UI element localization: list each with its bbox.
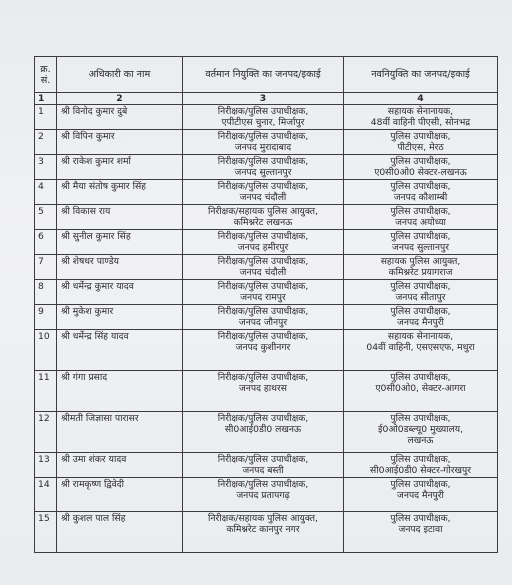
current-posting-cell	[183, 180, 344, 205]
officer-name-cell: श्री सुनील कुमार सिंह	[57, 230, 183, 255]
new-posting-line: पुलिस उपाधीक्षक,	[390, 231, 451, 242]
officer-name-cell: श्री धर्मेन्द्र कुमार यादव	[57, 280, 183, 305]
new-posting-line: पुलिस उपाधीक्षक,	[390, 372, 451, 383]
new-posting-cell	[344, 155, 498, 180]
officer-name-cell: श्रीमती जिज्ञासा पारासर	[57, 412, 183, 453]
current-posting-cell	[183, 371, 344, 412]
new-posting-cell	[344, 453, 498, 478]
new-posting-cell	[344, 130, 498, 155]
new-posting-cell	[344, 412, 498, 453]
current-posting-cell	[183, 230, 344, 255]
current-posting-line: जनपद जौनपुर	[238, 317, 288, 328]
table-row	[35, 512, 498, 553]
current-posting-line: निरीक्षक/पुलिस उपाधीक्षक,	[217, 156, 309, 167]
new-posting-line: जनपद सुल्तानपुर	[392, 242, 449, 253]
serial-number-cell: 12	[35, 412, 57, 453]
table-row	[35, 330, 498, 371]
new-posting-cell	[344, 105, 498, 130]
new-posting-line: सहायक सेनानायक,	[387, 331, 454, 342]
new-posting-line: जनपद मैनपुरी	[397, 317, 444, 328]
column-number: 2	[57, 93, 183, 105]
table-row	[35, 453, 498, 478]
officer-name-cell: श्री विनोद कुमार दुबे	[57, 105, 183, 130]
new-posting-line: पीटीएस, मेरठ	[397, 142, 444, 153]
serial-number-cell: 2	[35, 130, 57, 155]
column-number: 1	[35, 93, 57, 105]
new-posting-line: ए0सी0ओ0, सेक्टर-आगरा	[375, 383, 466, 394]
officer-name-cell: श्री मैया संतोष कुमार सिंह	[57, 180, 183, 205]
new-posting-line: जनपद अयोध्या	[395, 217, 446, 228]
new-posting-line: पुलिस उपाधीक्षक,	[390, 306, 451, 317]
new-posting-line: लखनऊ	[407, 435, 434, 446]
new-posting-cell	[344, 478, 498, 512]
serial-number-cell: 9	[35, 305, 57, 330]
current-posting-line: जनपद रामपुर	[240, 292, 286, 303]
current-posting-line: जनपद मुरादाबाद	[234, 142, 292, 153]
column-number: 4	[344, 93, 498, 105]
current-posting-line: जनपद चंदौली	[239, 267, 287, 278]
current-posting-line: एपीटीएस चुनार, मिर्जापुर	[221, 117, 305, 128]
table-header-row	[35, 57, 498, 93]
current-posting-line: निरीक्षक/पुलिस उपाधीक्षक,	[217, 454, 309, 465]
new-posting-line: जनपद इटावा	[398, 524, 443, 535]
current-posting-line: जनपद सुल्तानपुर	[234, 167, 292, 178]
new-posting-line: पुलिस उपाधीक्षक,	[390, 281, 451, 292]
header-current-posting: वर्तमान नियुक्ति का जनपद/इकाई	[183, 57, 344, 93]
current-posting-line: कमिश्नरेट कानपुर नगर	[226, 524, 300, 535]
serial-number-cell: 1	[35, 105, 57, 130]
current-posting-cell	[183, 255, 344, 280]
officer-name-cell: श्री कुशल पाल सिंह	[57, 512, 183, 553]
new-posting-line: जनपद मैनपुरी	[397, 490, 444, 501]
current-posting-cell	[183, 453, 344, 478]
new-posting-cell	[344, 330, 498, 371]
serial-number-cell: 8	[35, 280, 57, 305]
current-posting-cell	[183, 330, 344, 371]
new-posting-line: 48वीं वाहिनी पीएसी, सोनभद्र	[370, 117, 471, 128]
current-posting-line: निरीक्षक/पुलिस उपाधीक्षक,	[217, 256, 309, 267]
header-serial-number: क्र. सं.	[35, 57, 57, 93]
current-posting-line: निरीक्षक/पुलिस उपाधीक्षक,	[217, 131, 309, 142]
current-posting-cell	[183, 478, 344, 512]
new-posting-line: ई0ओ0डब्ल्यू0 मुख्यालय,	[377, 424, 464, 435]
new-posting-line: ए0सी0ओ0 सेक्टर-लखनऊ	[374, 167, 467, 178]
current-posting-line: निरीक्षक/पुलिस उपाधीक्षक,	[217, 413, 309, 424]
current-posting-cell	[183, 130, 344, 155]
officer-name-cell: श्री विकास राय	[57, 205, 183, 230]
current-posting-line: जनपद हमीरपुर	[237, 242, 289, 253]
new-posting-cell	[344, 230, 498, 255]
new-posting-line: पुलिस उपाधीक्षक,	[390, 181, 451, 192]
table-row	[35, 478, 498, 512]
current-posting-cell	[183, 205, 344, 230]
new-posting-cell	[344, 280, 498, 305]
current-posting-cell	[183, 280, 344, 305]
serial-number-cell: 13	[35, 453, 57, 478]
new-posting-cell	[344, 180, 498, 205]
officer-name-cell: श्री उमा शंकर यादव	[57, 453, 183, 478]
officer-name-cell: श्री गंगा प्रसाद	[57, 371, 183, 412]
new-posting-line: पुलिस उपाधीक्षक,	[390, 131, 451, 142]
table-row	[35, 180, 498, 205]
column-number-row	[35, 93, 498, 105]
serial-number-cell: 4	[35, 180, 57, 205]
current-posting-line: निरीक्षक/पुलिस उपाधीक्षक,	[217, 479, 309, 490]
new-posting-cell	[344, 205, 498, 230]
serial-number-cell: 6	[35, 230, 57, 255]
current-posting-cell	[183, 412, 344, 453]
current-posting-line: जनपद चंदौली	[239, 192, 287, 203]
serial-number-cell: 15	[35, 512, 57, 553]
transfer-table	[34, 56, 498, 553]
new-posting-cell	[344, 255, 498, 280]
table-row	[35, 305, 498, 330]
new-posting-cell	[344, 371, 498, 412]
serial-number-cell: 7	[35, 255, 57, 280]
current-posting-line: जनपद कुशीनगर	[235, 342, 291, 353]
new-posting-line: पुलिस उपाधीक्षक,	[390, 454, 451, 465]
new-posting-line: सहायक सेनानायक,	[387, 106, 454, 117]
current-posting-line: जनपद प्रतापगढ़	[236, 490, 290, 501]
new-posting-line: जनपद कौशाम्बी	[393, 192, 448, 203]
column-number: 3	[183, 93, 344, 105]
current-posting-line: निरीक्षक/पुलिस उपाधीक्षक,	[217, 281, 309, 292]
new-posting-line: जनपद सीतापुर	[395, 292, 446, 303]
new-posting-line: 04वीं वाहिनी, एसएसएफ, मथुरा	[366, 342, 475, 353]
officer-name-cell: श्री धर्मेन्द्र सिंह यादव	[57, 330, 183, 371]
new-posting-line: सहायक पुलिस आयुक्त,	[380, 256, 461, 267]
new-posting-line: पुलिस उपाधीक्षक,	[390, 413, 451, 424]
serial-number-cell: 5	[35, 205, 57, 230]
header-officer-name: अधिकारी का नाम	[57, 57, 183, 93]
new-posting-line: पुलिस उपाधीक्षक,	[390, 156, 451, 167]
current-posting-line: निरीक्षक/पुलिस उपाधीक्षक,	[217, 231, 309, 242]
new-posting-line: पुलिस उपाधीक्षक,	[390, 479, 451, 490]
current-posting-cell	[183, 155, 344, 180]
new-posting-line: सी0आई0डी0 सेक्टर-गोरखपुर	[370, 465, 471, 476]
new-posting-line: कमिश्नरेट प्रयागराज	[388, 267, 453, 278]
officer-name-cell: श्री मुकेश कुमार	[57, 305, 183, 330]
officer-name-cell: श्री विपिन कुमार	[57, 130, 183, 155]
officer-name-cell: श्री रामकृष्ण द्विवेदी	[57, 478, 183, 512]
current-posting-line: सी0आई0डी0 लखनऊ	[224, 424, 302, 435]
serial-number-cell: 10	[35, 330, 57, 371]
current-posting-cell	[183, 305, 344, 330]
current-posting-line: निरीक्षक/पुलिस उपाधीक्षक,	[217, 331, 309, 342]
current-posting-cell	[183, 105, 344, 130]
current-posting-line: जनपद बस्ती	[242, 465, 284, 476]
officer-name-cell: श्री राकेश कुमार शर्मा	[57, 155, 183, 180]
table-row	[35, 412, 498, 453]
header-new-posting: नवनियुक्ति का जनपद/इकाई	[344, 57, 498, 93]
new-posting-line: पुलिस उपाधीक्षक,	[390, 206, 451, 217]
table-row	[35, 230, 498, 255]
current-posting-line: निरीक्षक/सहायक पुलिस आयुक्त,	[208, 206, 318, 217]
current-posting-line: निरीक्षक/पुलिस उपाधीक्षक,	[217, 372, 309, 383]
table-row	[35, 155, 498, 180]
table-row	[35, 255, 498, 280]
table-row	[35, 205, 498, 230]
current-posting-line: जनपद हाथरस	[238, 383, 288, 394]
serial-number-cell: 14	[35, 478, 57, 512]
table-row	[35, 371, 498, 412]
new-posting-line: पुलिस उपाधीक्षक,	[390, 513, 451, 524]
officer-name-cell: श्री शेषधर पाण्डेय	[57, 255, 183, 280]
current-posting-line: निरीक्षक/सहायक पुलिस आयुक्त,	[208, 513, 318, 524]
table-row	[35, 105, 498, 130]
new-posting-cell	[344, 305, 498, 330]
current-posting-line: निरीक्षक/पुलिस उपाधीक्षक,	[217, 106, 309, 117]
serial-number-cell: 11	[35, 371, 57, 412]
serial-number-cell: 3	[35, 155, 57, 180]
current-posting-cell	[183, 512, 344, 553]
current-posting-line: कमिश्नरेट लखनऊ	[233, 217, 293, 228]
table-row	[35, 280, 498, 305]
current-posting-line: निरीक्षक/पुलिस उपाधीक्षक,	[217, 181, 309, 192]
table-row	[35, 130, 498, 155]
new-posting-cell	[344, 512, 498, 553]
current-posting-line: निरीक्षक/पुलिस उपाधीक्षक,	[217, 306, 309, 317]
